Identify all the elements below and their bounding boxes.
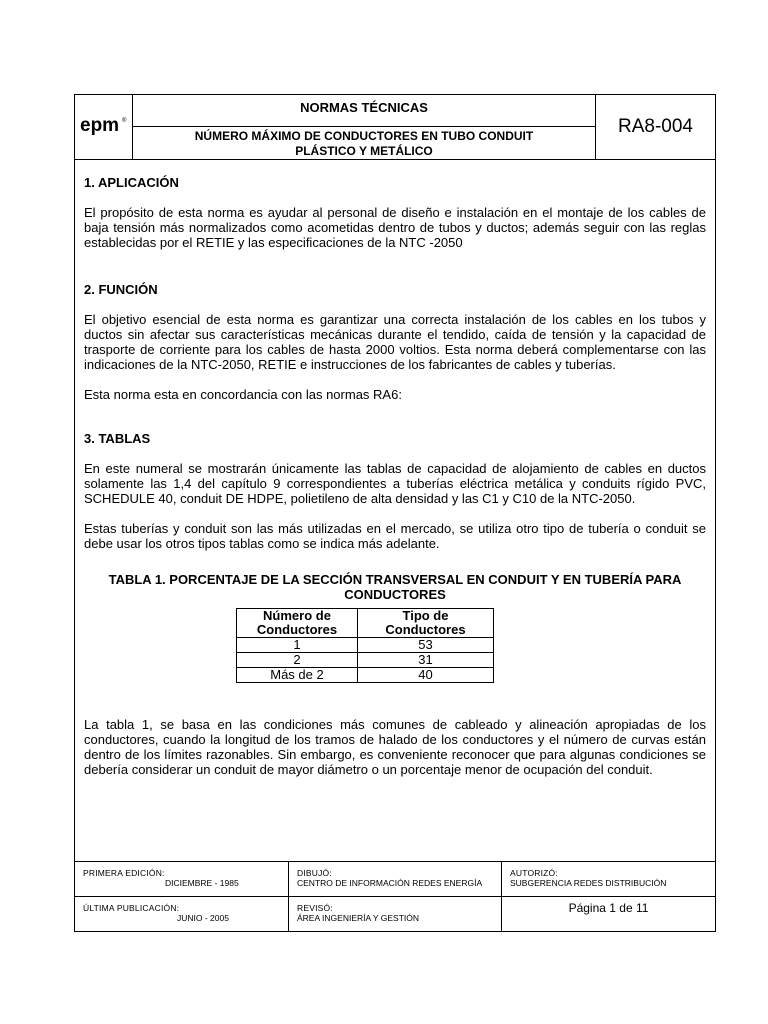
autorizo-value: SUBGERENCIA REDES DISTRIBUCIÓN <box>510 878 667 888</box>
header-numero-conductores: Número de Conductores <box>237 609 358 638</box>
document-body <box>84 175 706 777</box>
reviso-label: REVISÓ: <box>297 903 333 913</box>
section-3-title: 3. TABLAS <box>84 431 151 446</box>
header-divider <box>75 159 715 160</box>
cell-numero: Más de 2 <box>237 668 358 683</box>
footer-top-line <box>75 861 715 862</box>
section-3-paragraph-2: Estas tuberías y conduit son las más utilizadas en el mercado, se utiliza otro tipo de tubería o conduit se debe usar los otros tipos tablas como se indica más adelante. <box>84 521 706 551</box>
table-1-title-line-1: TABLA 1. PORCENTAJE DE LA SECCIÓN TRANSVERSAL EN CONDUIT Y EN TUBERÍA PARA <box>108 572 682 587</box>
footer-dibujo <box>297 868 497 888</box>
logo-cell <box>75 95 133 159</box>
document-code: RA8-004 <box>595 95 715 159</box>
footer-divider-2 <box>501 861 502 931</box>
document-footer <box>75 861 715 931</box>
table-row <box>237 668 494 683</box>
footer-divider-1 <box>288 861 289 931</box>
document-frame <box>74 94 716 932</box>
dibujo-value: CENTRO DE INFORMACIÓN REDES ENERGÍA <box>297 878 483 888</box>
cell-tipo: 40 <box>358 668 494 683</box>
section-1-paragraph: El propósito de esta norma es ayudar al personal de diseño e instalación en el montaje de los cables de baja tensión más normalizados como acometidas dentro de tubos y ductos; además seguir con las reglas establecidas por el RETIE y las especificaciones de la NTC -2050 <box>84 205 706 250</box>
epm-logo <box>80 115 128 135</box>
section-3-paragraph-3: La tabla 1, se basa en las condiciones más comunes de cableado y alineación apropiadas de los conductores, cuando la longitud de los tramos de halado de los conductores y el número de curvas están dentro de los límites razonables. Sin embargo, es conveniente reconocer que para algunas condiciones se debería considerar un conduit de mayor diámetro o un porcentaje menor de ocupación del conduit. <box>84 717 706 777</box>
table-1-title-line-2: CONDUCTORES <box>344 587 446 602</box>
cell-tipo: 53 <box>358 638 494 653</box>
footer-primera-edicion <box>83 868 283 888</box>
cell-tipo: 31 <box>358 653 494 668</box>
header-title-top: NORMAS TÉCNICAS <box>133 95 595 127</box>
page-number: Página 1 de 11 <box>568 901 649 915</box>
header-title-line-2: PLÁSTICO Y METÁLICO <box>295 144 433 158</box>
cell-numero: 1 <box>237 638 358 653</box>
table-row <box>237 653 494 668</box>
ultima-publicacion-label: ÚLTIMA PUBLICACIÓN: <box>83 903 180 913</box>
table-header-row <box>237 609 494 638</box>
ultima-publicacion-value: JUNIO - 2005 <box>177 913 229 923</box>
footer-middle-line <box>75 896 715 897</box>
header-title-bottom <box>133 127 595 159</box>
cell-numero: 2 <box>237 653 358 668</box>
header-title-line-1: NÚMERO MÁXIMO DE CONDUCTORES EN TUBO CONDUIT <box>194 129 534 143</box>
table-row <box>237 638 494 653</box>
registered-mark: ® <box>122 118 127 124</box>
primera-edicion-value: DICIEMBRE - 1985 <box>165 878 239 888</box>
section-2-title: 2. FUNCIÓN <box>84 282 158 297</box>
table-1 <box>236 608 494 683</box>
section-2-paragraph-1: El objetivo esencial de esta norma es garantizar una correcta instalación de los cables en los tubos y ductos sin afectar sus características mecánicas durante el tendido, caída de tensión y la capacidad de trasporte de corriente para los cables de hasta 2000 voltios. Esta norma deberá complementarse con las indicaciones de la NTC-2050, RETIE e instrucciones de los fabricantes de cables y tuberías. <box>84 312 706 372</box>
reviso-value: ÁREA INGENIERÍA Y GESTIÓN <box>297 913 420 923</box>
footer-autorizo <box>510 868 710 888</box>
footer-ultima-publicacion <box>83 903 283 923</box>
dibujo-label: DIBUJÓ: <box>297 868 332 878</box>
header-tipo-conductores: Tipo de Conductores <box>358 609 494 638</box>
section-1-title: 1. APLICACIÓN <box>84 175 179 190</box>
section-2-paragraph-2: Esta norma esta en concordancia con las normas RA6: <box>84 387 402 402</box>
epm-logo-text: epm <box>80 115 120 135</box>
footer-reviso <box>297 903 497 923</box>
primera-edicion-label: PRIMERA EDICIÓN: <box>83 868 165 878</box>
autorizo-label: AUTORIZÓ: <box>510 868 558 878</box>
document-header <box>75 95 715 159</box>
section-3-paragraph-1: En este numeral se mostrarán únicamente las tablas de capacidad de alojamiento de cables en ductos solamente las 1,4 del capítulo 9 correspondientes a tuberías eléctrica metálica y conduits rígido PVC, SCHEDULE 40, conduit DE HDPE, polietileno de alta densidad y las C1 y C10 de la NTC-2050. <box>84 461 706 506</box>
